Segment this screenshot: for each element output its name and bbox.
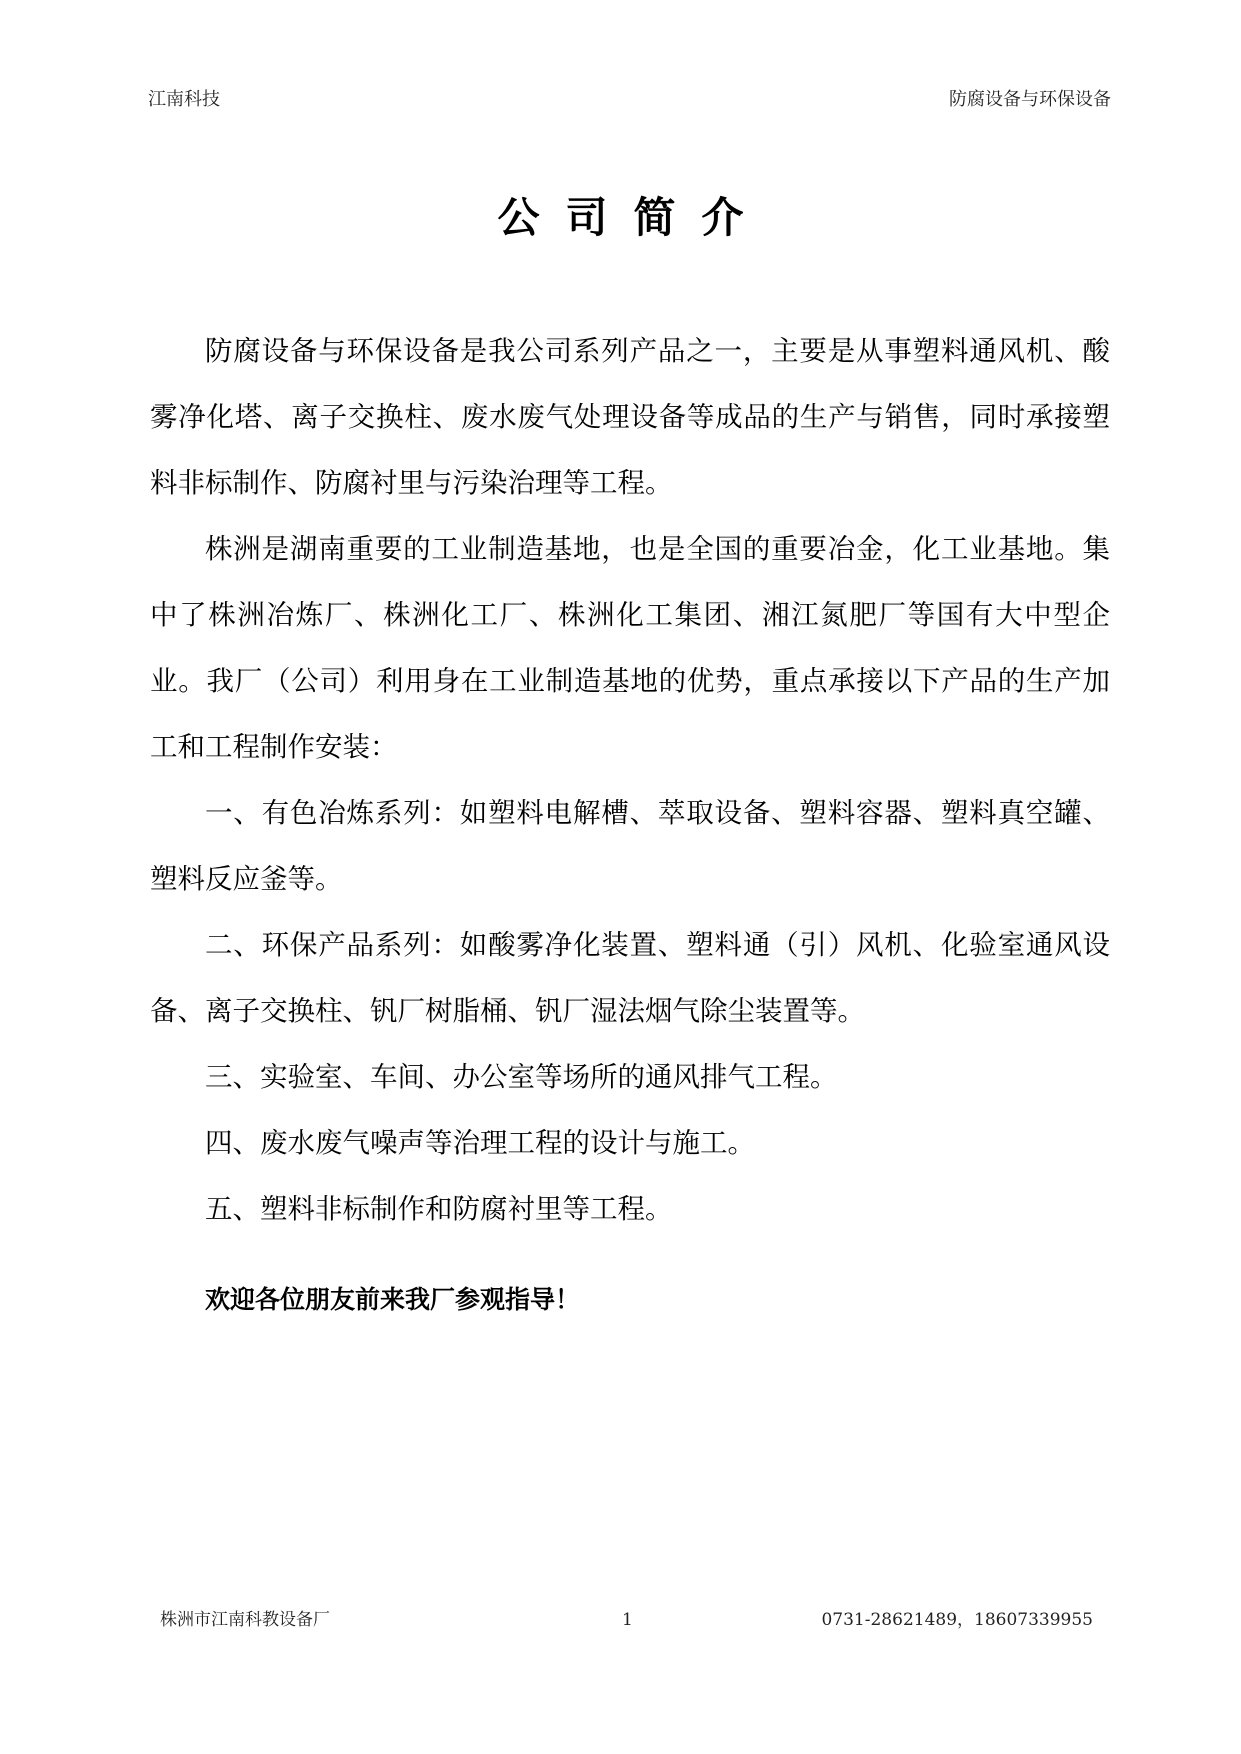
footer-page-number: 1 [622,1610,633,1630]
paragraph-item-5: 五、塑料非标制作和防腐衬里等工程。 [205,1193,673,1225]
page-title: 公司简介 [497,193,770,242]
header-product-line: 防腐设备与环保设备 [949,89,1111,110]
paragraph-item-1: 一、有色冶炼系列：如塑料电解槽、萃取设备、塑料容器、塑料真空罐、塑料反应釜等。 [150,797,1110,895]
paragraph-item-3: 三、实验室、车间、办公室等场所的通风排气工程。 [205,1061,838,1093]
paragraph-intro: 防腐设备与环保设备是我公司系列产品之一，主要是从事塑料通风机、酸雾净化塔、离子交换柱、废水废气处理设备等成品的生产与销售，同时承接塑料非标制作、防腐衬里与污染治理等工程。 [150,335,1110,499]
welcome-message: 欢迎各位朋友前来我厂参观指导！ [205,1285,581,1314]
header-company-name: 江南科技 [148,89,220,110]
body-text [150,318,1110,1242]
paragraph-item-2: 二、环保产品系列：如酸雾净化装置、塑料通（引）风机、化验室通风设备、离子交换柱、钒厂树脂桶、钒厂湿法烟气除尘装置等。 [150,929,1110,1027]
footer-company: 株洲市江南科教设备厂 [160,1610,330,1630]
paragraph-item-4: 四、废水废气噪声等治理工程的设计与施工。 [205,1127,755,1159]
footer-phone: 0731-28621489，18607339955 [821,1610,1093,1630]
paragraph-location: 株洲是湖南重要的工业制造基地，也是全国的重要冶金，化工业基地。集中了株洲冶炼厂、株洲化工厂、株洲化工集团、湘江氮肥厂等国有大中型企业。我厂（公司）利用身在工业制造基地的优势，重点承接以下产品的生产加工和工程制作安装： [150,533,1110,763]
